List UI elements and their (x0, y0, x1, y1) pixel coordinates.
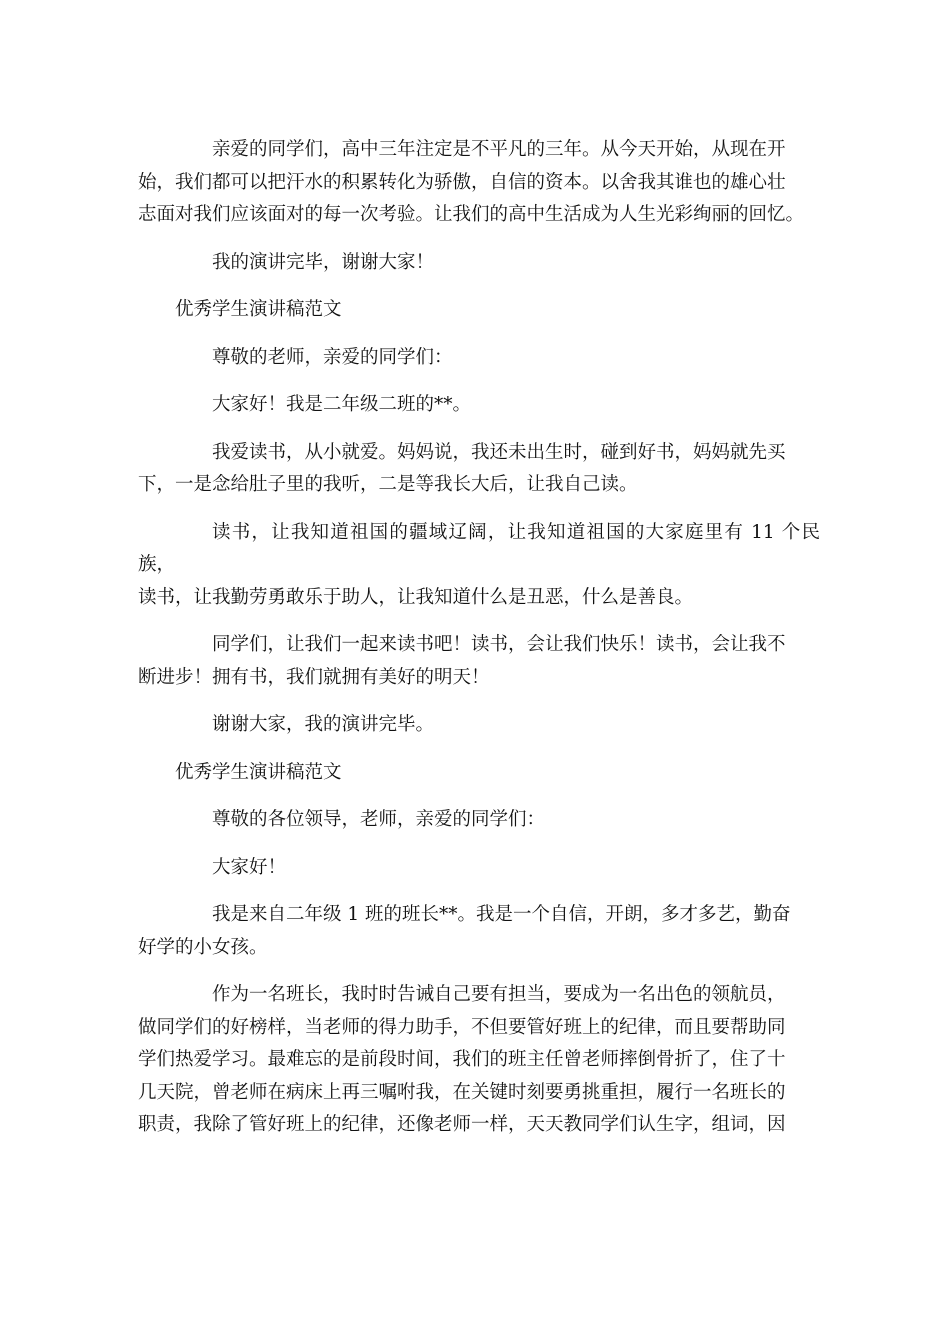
text-line: 断进步！拥有书，我们就拥有美好的明天！ (138, 666, 490, 688)
text-line: 我是来自二年级 1 班的班长**。我是一个自信，开朗，多才多艺，勤奋 (212, 904, 791, 925)
text-line: 大家好！ (212, 856, 287, 878)
text-line: 几天院，曾老师在病床上再三嘱咐我，在关键时刻要勇挑重担，履行一名班长的 (138, 1081, 786, 1103)
paragraph (138, 709, 820, 742)
paragraph (138, 852, 820, 885)
paragraph (138, 389, 820, 422)
text-line: 尊敬的老师，亲爱的同学们： (212, 346, 453, 368)
text-line: 作为一名班长，我时时告诫自己要有担当，要成为一名出色的领航员， (212, 984, 786, 1005)
paragraph (138, 979, 820, 1142)
text-line: 读书，让我勤劳勇敢乐于助人，让我知道什么是丑恶，什么是善良。 (138, 586, 694, 608)
text-line: 好学的小女孩。 (138, 936, 268, 958)
text-line: 优秀学生演讲稿范文 (175, 761, 342, 783)
text-line: 学们热爱学习。最难忘的是前段时间，我们的班主任曾老师摔倒骨折了，住了十 (138, 1049, 786, 1070)
text-line: 谢谢大家，我的演讲完毕。 (212, 714, 435, 735)
paragraph (138, 899, 820, 964)
text-line: 尊敬的各位领导，老师，亲爱的同学们： (212, 809, 546, 830)
text-line: 职责，我除了管好班上的纪律，还像老师一样，天天教同学们认生字，组词，因 (138, 1114, 786, 1135)
text-line: 志面对我们应该面对的每一次考验。让我们的高中生活成为人生光彩绚丽的回忆。 (138, 204, 805, 225)
document-body (138, 134, 820, 1157)
paragraph (138, 517, 820, 615)
paragraph (138, 437, 820, 502)
text-line: 同学们，让我们一起来读书吧！读书，会让我们快乐！读书，会让我不 (212, 634, 786, 655)
paragraph (138, 342, 820, 375)
paragraph (138, 629, 820, 694)
paragraph (138, 247, 820, 280)
section-heading (138, 294, 820, 327)
text-line: 亲爱的同学们，高中三年注定是不平凡的三年。从今天开始，从现在开 (212, 139, 786, 160)
text-line: 始，我们都可以把汗水的积累转化为骄傲，自信的资本。以舍我其谁也的雄心壮 (138, 171, 786, 193)
text-line: 大家好！我是二年级二班的**。 (212, 394, 472, 415)
text-line: 做同学们的好榜样，当老师的得力助手，不但要管好班上的纪律，而且要帮助同 (138, 1016, 786, 1038)
paragraph (138, 134, 820, 232)
text-line: 下，一是念给肚子里的我听，二是等我长大后，让我自己读。 (138, 474, 638, 495)
text-line: 我的演讲完毕，谢谢大家！ (212, 251, 435, 273)
text-line: 优秀学生演讲稿范文 (175, 299, 342, 320)
paragraph (138, 804, 820, 837)
text-line: 读书，让我知道祖国的疆域辽阔，让我知道祖国的大家庭里有 11 个民族， (138, 521, 820, 575)
text-line: 我爱读书，从小就爱。妈妈说，我还未出生时，碰到好书，妈妈就先买 (212, 441, 786, 463)
section-heading (138, 757, 820, 790)
